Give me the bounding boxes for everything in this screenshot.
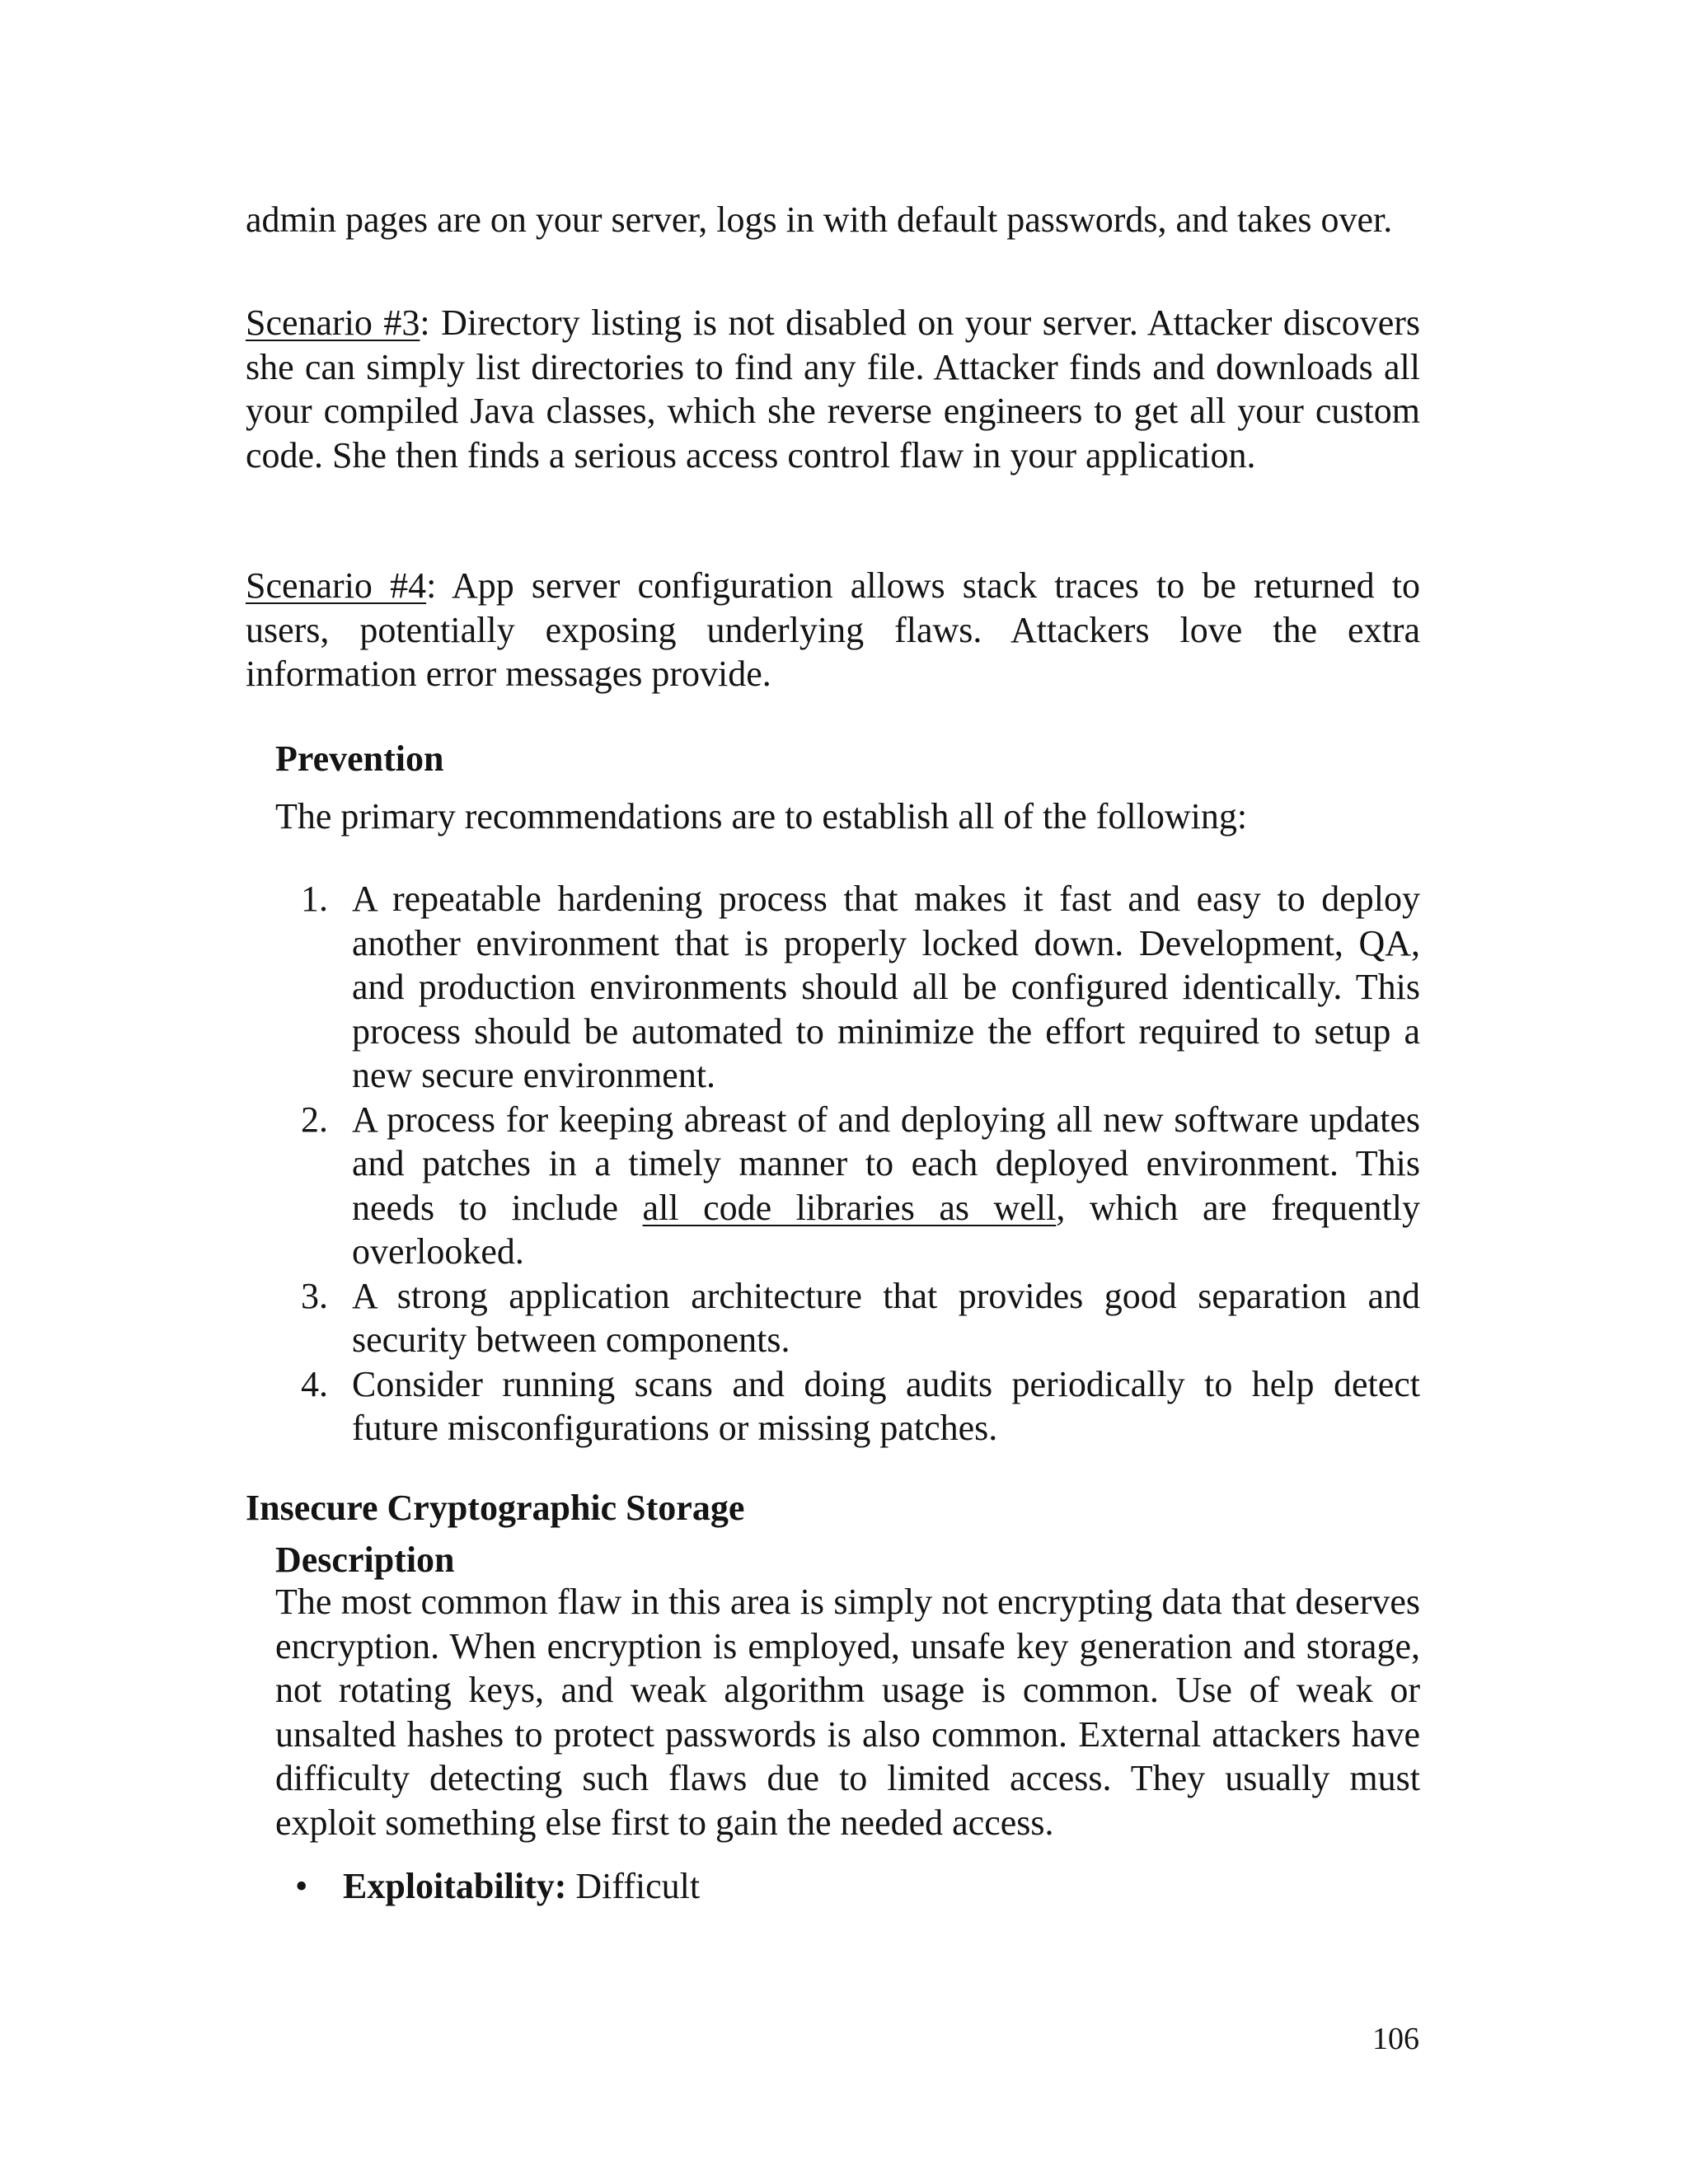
prevention-item-text: A repeatable hardening process that makes it fast and easy to deploy another environment that is properly locked down. Development, QA, and production environments should all be configured identically. This process should be automated to minimize the effort required to setup a new secure environment. [352,879,1420,1095]
prevention-list [301,877,1420,1451]
list-number: 3. [301,1275,328,1316]
scenario-4-text: : App server configuration allows stack traces to be returned to users, potentially exposing underlying flaws. Attackers love the extra information error messages provide. [246,565,1420,694]
scenario-4-label: Scenario #4 [246,565,427,606]
prevention-item [301,1274,1420,1362]
scenario-3-label: Scenario #3 [246,302,420,343]
prevention-item-text: A strong application architecture that provides good separation and security between components. [352,1275,1420,1360]
code-libraries-link[interactable]: all code libraries as well [642,1187,1057,1228]
scenario-4-paragraph [246,564,1420,696]
exploitability-value: Difficult [566,1866,701,1906]
prevention-item [301,1098,1420,1274]
list-number: 1. [301,879,328,919]
bullet-icon: • [295,1866,308,1906]
exploitability-label: Exploitability: [343,1866,567,1906]
scenario-3-paragraph [246,301,1420,477]
page-number: 106 [1372,2022,1419,2056]
prevention-heading: Prevention [275,738,444,779]
exploitability-item [290,1864,700,1909]
list-number: 4. [301,1363,328,1404]
prevention-intro: The primary recommendations are to establish all of the following: [275,796,1248,837]
list-number: 2. [301,1099,328,1140]
scenario-3-text: : Directory listing is not disabled on your server. Attacker discovers she can simply list directories to find any file. Attacker finds and downloads all your compiled Java classes, which she reverse engineers to get all your custom code. She then finds a serious access control flaw in your application. [246,302,1421,476]
prevention-item-text: A process for keeping abreast of and deploying all new software updates and patches in a timely manner to each deployed environment. This needs to include [352,1099,1420,1228]
risk-bullet-list [290,1864,700,1909]
continuation-paragraph: admin pages are on your server, logs in with default passwords, and takes over. [246,199,1393,240]
crypto-section-heading: Insecure Cryptographic Storage [246,1488,745,1528]
description-paragraph: The most common flaw in this area is simply not encrypting data that deserves encryption. When encryption is employed, unsafe key generation and storage, not rotating keys, and weak algorithm usage is common. Use of weak or unsalted hashes to protect passwords is also common. External attackers have difficulty detecting such flaws due to limited access. They usually must exploit something else first to gain the needed access. [275,1582,1420,1843]
description-heading: Description [275,1540,455,1580]
prevention-item [301,1362,1420,1451]
prevention-item-text: Consider running scans and doing audits periodically to help detect future misconfigurations or missing patches. [352,1363,1420,1448]
prevention-item [301,877,1420,1098]
prevention-item-text-after: , which are frequently overlooked. [352,1187,1421,1272]
